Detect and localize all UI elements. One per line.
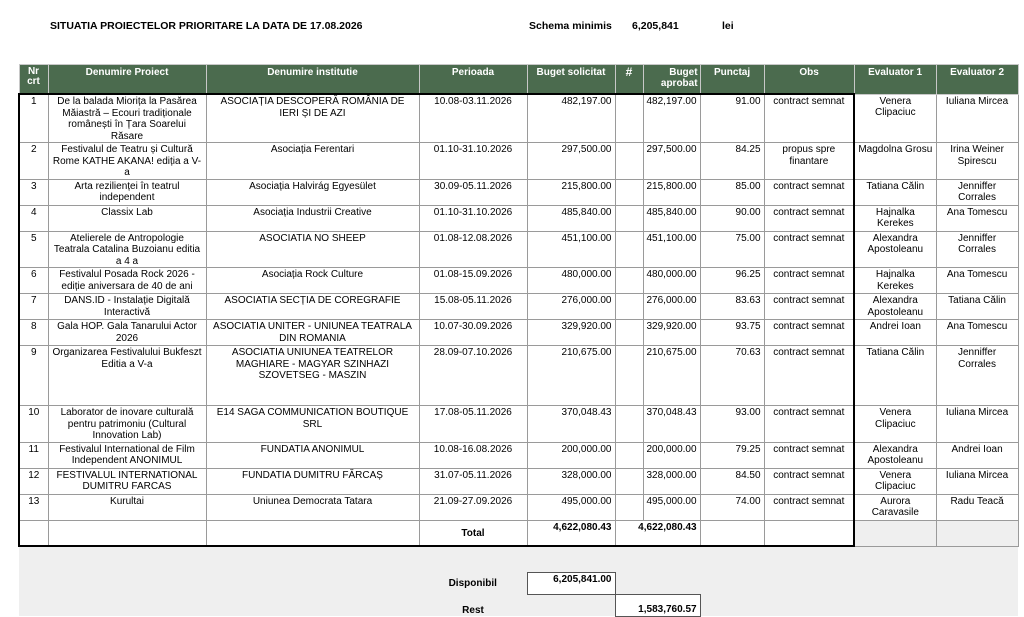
row-evaluator-1: Alexandra Apostoleanu bbox=[854, 294, 936, 320]
row-buget-solicitat: 495,000.00 bbox=[527, 494, 615, 520]
row-proiect: Kurultai bbox=[48, 494, 206, 520]
table-row bbox=[19, 179, 1018, 205]
row-institutie: ASOCIATIA SECȚIA DE COREGRAFIE bbox=[206, 294, 419, 320]
row-buget-solicitat: 328,000.00 bbox=[527, 468, 615, 494]
row-proiect: Classix Lab bbox=[48, 205, 206, 231]
disponibil-row bbox=[19, 572, 1018, 594]
row-hash bbox=[615, 143, 643, 180]
row-evaluator-2: Andrei Ioan bbox=[936, 442, 1018, 468]
row-obs: contract semnat bbox=[764, 179, 854, 205]
row-buget-aprobat: 297,500.00 bbox=[643, 143, 700, 180]
projects-table bbox=[18, 64, 1019, 617]
row-evaluator-1: Alexandra Apostoleanu bbox=[854, 231, 936, 268]
row-proiect: Festivalul de Teatru și Cultură Rome KATHE AKANA! ediția a V-a bbox=[48, 143, 206, 180]
row-buget-aprobat: 495,000.00 bbox=[643, 494, 700, 520]
row-perioada: 17.08-05.11.2026 bbox=[419, 406, 527, 443]
table-row bbox=[19, 294, 1018, 320]
row-buget-aprobat: 210,675.00 bbox=[643, 346, 700, 406]
table-row bbox=[19, 320, 1018, 346]
total-row bbox=[19, 520, 1018, 546]
report-title: SITUATIA PROIECTELOR PRIORITARE LA DATA DE 17.08.2026 bbox=[50, 20, 363, 32]
col-proiect: Denumire Proiect bbox=[48, 65, 206, 95]
row-proiect: Atelierele de Antropologie Teatrala Catalina Buzoianu editia a 4 a bbox=[48, 231, 206, 268]
row-institutie: FUNDATIA DUMITRU FĂRCAȘ bbox=[206, 468, 419, 494]
row-obs: contract semnat bbox=[764, 494, 854, 520]
row-buget-aprobat: 328,000.00 bbox=[643, 468, 700, 494]
row-obs: contract semnat bbox=[764, 94, 854, 143]
row-punctaj: 74.00 bbox=[700, 494, 764, 520]
row-obs: contract semnat bbox=[764, 442, 854, 468]
col-hash: # bbox=[615, 65, 643, 95]
row-institutie: ASOCIATIA NO SHEEP bbox=[206, 231, 419, 268]
row-nr: 8 bbox=[19, 320, 48, 346]
row-perioada: 10.08-03.11.2026 bbox=[419, 94, 527, 143]
row-punctaj: 83.63 bbox=[700, 294, 764, 320]
row-nr: 13 bbox=[19, 494, 48, 520]
row-obs: contract semnat bbox=[764, 205, 854, 231]
row-buget-solicitat: 200,000.00 bbox=[527, 442, 615, 468]
row-evaluator-2: Iuliana Mircea bbox=[936, 406, 1018, 443]
row-perioada: 01.10-31.10.2026 bbox=[419, 205, 527, 231]
row-nr: 4 bbox=[19, 205, 48, 231]
row-punctaj: 84.25 bbox=[700, 143, 764, 180]
row-hash bbox=[615, 406, 643, 443]
row-buget-aprobat: 200,000.00 bbox=[643, 442, 700, 468]
row-institutie: Asociația Rock Culture bbox=[206, 268, 419, 294]
row-evaluator-1: Aurora Caravasile bbox=[854, 494, 936, 520]
row-perioada: 15.08-05.11.2026 bbox=[419, 294, 527, 320]
row-buget-solicitat: 370,048.43 bbox=[527, 406, 615, 443]
row-evaluator-1: Tatiana Călin bbox=[854, 179, 936, 205]
row-perioada: 10.08-16.08.2026 bbox=[419, 442, 527, 468]
row-proiect: FESTIVALUL INTERNATIONAL DUMITRU FARCAS bbox=[48, 468, 206, 494]
row-obs: contract semnat bbox=[764, 231, 854, 268]
row-hash bbox=[615, 94, 643, 143]
row-hash bbox=[615, 442, 643, 468]
col-nr: Nr crt bbox=[19, 65, 48, 95]
total-solicitat: 4,622,080.43 bbox=[527, 520, 615, 546]
row-evaluator-1: Hajnalka Kerekes bbox=[854, 268, 936, 294]
table-row bbox=[19, 346, 1018, 406]
row-nr: 7 bbox=[19, 294, 48, 320]
row-hash bbox=[615, 494, 643, 520]
row-hash bbox=[615, 346, 643, 406]
schema-label: Schema minimis bbox=[529, 20, 612, 32]
row-evaluator-1: Venera Clipaciuc bbox=[854, 94, 936, 143]
row-proiect: Festivalul International de Film Independent ANONIMUL bbox=[48, 442, 206, 468]
row-hash bbox=[615, 320, 643, 346]
row-punctaj: 75.00 bbox=[700, 231, 764, 268]
row-evaluator-2: Ana Tomescu bbox=[936, 205, 1018, 231]
rest-label: Rest bbox=[419, 594, 527, 616]
row-evaluator-2: Tatiana Călin bbox=[936, 294, 1018, 320]
row-hash bbox=[615, 231, 643, 268]
row-perioada: 01.10-31.10.2026 bbox=[419, 143, 527, 180]
row-nr: 11 bbox=[19, 442, 48, 468]
table-row bbox=[19, 205, 1018, 231]
row-buget-solicitat: 329,920.00 bbox=[527, 320, 615, 346]
row-evaluator-2: Jenniffer Corrales bbox=[936, 346, 1018, 406]
row-nr: 3 bbox=[19, 179, 48, 205]
row-nr: 5 bbox=[19, 231, 48, 268]
row-evaluator-1: Tatiana Călin bbox=[854, 346, 936, 406]
row-evaluator-2: Iuliana Mircea bbox=[936, 94, 1018, 143]
row-nr: 2 bbox=[19, 143, 48, 180]
row-buget-aprobat: 329,920.00 bbox=[643, 320, 700, 346]
row-buget-aprobat: 276,000.00 bbox=[643, 294, 700, 320]
row-evaluator-1: Magdolna Grosu bbox=[854, 143, 936, 180]
row-hash bbox=[615, 205, 643, 231]
row-punctaj: 90.00 bbox=[700, 205, 764, 231]
row-institutie: Asociația Industrii Creative bbox=[206, 205, 419, 231]
row-punctaj: 70.63 bbox=[700, 346, 764, 406]
table-header-row bbox=[19, 65, 1018, 95]
table-row bbox=[19, 143, 1018, 180]
row-punctaj: 79.25 bbox=[700, 442, 764, 468]
row-buget-solicitat: 451,100.00 bbox=[527, 231, 615, 268]
row-punctaj: 91.00 bbox=[700, 94, 764, 143]
row-evaluator-2: Radu Teacă bbox=[936, 494, 1018, 520]
row-punctaj: 93.75 bbox=[700, 320, 764, 346]
table-row bbox=[19, 268, 1018, 294]
rest-row bbox=[19, 594, 1018, 616]
row-evaluator-1: Alexandra Apostoleanu bbox=[854, 442, 936, 468]
table-row bbox=[19, 94, 1018, 143]
row-buget-solicitat: 215,800.00 bbox=[527, 179, 615, 205]
row-hash bbox=[615, 294, 643, 320]
col-evaluator-1: Evaluator 1 bbox=[854, 65, 936, 95]
col-perioada: Perioada bbox=[419, 65, 527, 95]
row-evaluator-2: Jenniffer Corrales bbox=[936, 231, 1018, 268]
row-perioada: 30.09-05.11.2026 bbox=[419, 179, 527, 205]
row-punctaj: 93.00 bbox=[700, 406, 764, 443]
col-evaluator-2: Evaluator 2 bbox=[936, 65, 1018, 95]
row-buget-solicitat: 480,000.00 bbox=[527, 268, 615, 294]
row-evaluator-2: Iuliana Mircea bbox=[936, 468, 1018, 494]
row-obs: contract semnat bbox=[764, 346, 854, 406]
col-obs: Obs bbox=[764, 65, 854, 95]
row-hash bbox=[615, 179, 643, 205]
row-buget-aprobat: 485,840.00 bbox=[643, 205, 700, 231]
row-buget-solicitat: 210,675.00 bbox=[527, 346, 615, 406]
row-proiect: De la balada Miorița la Pasărea Măiastră – Ecouri tradiționale românești în Țara Soarelui Răsare bbox=[48, 94, 206, 143]
row-nr: 12 bbox=[19, 468, 48, 494]
row-obs: contract semnat bbox=[764, 406, 854, 443]
total-label: Total bbox=[419, 520, 527, 546]
table-row bbox=[19, 231, 1018, 268]
row-buget-aprobat: 480,000.00 bbox=[643, 268, 700, 294]
row-evaluator-1: Andrei Ioan bbox=[854, 320, 936, 346]
table-row bbox=[19, 494, 1018, 520]
row-institutie: Uniunea Democrata Tatara bbox=[206, 494, 419, 520]
row-proiect: Festivalul Posada Rock 2026 - ediție aniversara de 40 de ani bbox=[48, 268, 206, 294]
row-evaluator-2: Jenniffer Corrales bbox=[936, 179, 1018, 205]
row-institutie: FUNDATIA ANONIMUL bbox=[206, 442, 419, 468]
row-institutie: E14 SAGA COMMUNICATION BOUTIQUE SRL bbox=[206, 406, 419, 443]
row-perioada: 01.08-15.09.2026 bbox=[419, 268, 527, 294]
row-hash bbox=[615, 268, 643, 294]
row-evaluator-1: Venera Clipaciuc bbox=[854, 406, 936, 443]
row-buget-aprobat: 370,048.43 bbox=[643, 406, 700, 443]
disponibil-label: Disponibil bbox=[419, 572, 527, 594]
row-buget-solicitat: 276,000.00 bbox=[527, 294, 615, 320]
row-institutie: Asociația Halvirág Egyesület bbox=[206, 179, 419, 205]
row-evaluator-2: Irina Weiner Spirescu bbox=[936, 143, 1018, 180]
row-evaluator-1: Hajnalka Kerekes bbox=[854, 205, 936, 231]
row-obs: contract semnat bbox=[764, 294, 854, 320]
row-institutie: ASOCIATIA UNIUNEA TEATRELOR MAGHIARE - MAGYAR SZINHAZI SZOVETSEG - MASZIN bbox=[206, 346, 419, 406]
row-buget-solicitat: 485,840.00 bbox=[527, 205, 615, 231]
row-proiect: Laborator de inovare culturală pentru patrimoniu (Cultural Innovation Lab) bbox=[48, 406, 206, 443]
row-evaluator-1: Venera Clipaciuc bbox=[854, 468, 936, 494]
row-punctaj: 84.50 bbox=[700, 468, 764, 494]
row-obs: contract semnat bbox=[764, 468, 854, 494]
row-obs: contract semnat bbox=[764, 320, 854, 346]
row-proiect: Gala HOP. Gala Tanarului Actor 2026 bbox=[48, 320, 206, 346]
row-buget-aprobat: 215,800.00 bbox=[643, 179, 700, 205]
col-buget-solicitat: Buget solicitat bbox=[527, 65, 615, 95]
row-nr: 9 bbox=[19, 346, 48, 406]
row-nr: 1 bbox=[19, 94, 48, 143]
row-institutie: ASOCIATIA UNITER - UNIUNEA TEATRALA DIN ROMANIA bbox=[206, 320, 419, 346]
table-row bbox=[19, 468, 1018, 494]
row-buget-solicitat: 482,197.00 bbox=[527, 94, 615, 143]
row-perioada: 10.07-30.09.2026 bbox=[419, 320, 527, 346]
row-buget-aprobat: 482,197.00 bbox=[643, 94, 700, 143]
row-nr: 6 bbox=[19, 268, 48, 294]
disponibil-value: 6,205,841.00 bbox=[527, 572, 615, 594]
row-punctaj: 96.25 bbox=[700, 268, 764, 294]
row-evaluator-2: Ana Tomescu bbox=[936, 320, 1018, 346]
col-institutie: Denumire institutie bbox=[206, 65, 419, 95]
row-buget-aprobat: 451,100.00 bbox=[643, 231, 700, 268]
row-evaluator-2: Ana Tomescu bbox=[936, 268, 1018, 294]
row-obs: contract semnat bbox=[764, 268, 854, 294]
table-row bbox=[19, 442, 1018, 468]
currency-label: lei bbox=[722, 20, 734, 32]
row-proiect: Arta rezilienței în teatrul independent bbox=[48, 179, 206, 205]
row-punctaj: 85.00 bbox=[700, 179, 764, 205]
rest-value: 1,583,760.57 bbox=[615, 594, 700, 616]
row-perioada: 01.08-12.08.2026 bbox=[419, 231, 527, 268]
row-nr: 10 bbox=[19, 406, 48, 443]
row-perioada: 21.09-27.09.2026 bbox=[419, 494, 527, 520]
row-perioada: 28.09-07.10.2026 bbox=[419, 346, 527, 406]
row-hash bbox=[615, 468, 643, 494]
table-row bbox=[19, 406, 1018, 443]
col-buget-aprobat: Buget aprobat bbox=[643, 65, 700, 95]
row-perioada: 31.07-05.11.2026 bbox=[419, 468, 527, 494]
row-proiect: DANS.ID - Instalație Digitală Interactivă bbox=[48, 294, 206, 320]
row-institutie: ASOCIAȚIA DESCOPERĂ ROMÂNIA DE IERI ȘI DE AZI bbox=[206, 94, 419, 143]
row-institutie: Asociația Ferentari bbox=[206, 143, 419, 180]
row-proiect: Organizarea Festivalului Bukfeszt Editia a V-a bbox=[48, 346, 206, 406]
schema-value: 6,205,841 bbox=[632, 20, 679, 32]
col-punctaj: Punctaj bbox=[700, 65, 764, 95]
row-buget-solicitat: 297,500.00 bbox=[527, 143, 615, 180]
row-obs: propus spre finantare bbox=[764, 143, 854, 180]
total-aprobat: 4,622,080.43 bbox=[615, 520, 700, 546]
